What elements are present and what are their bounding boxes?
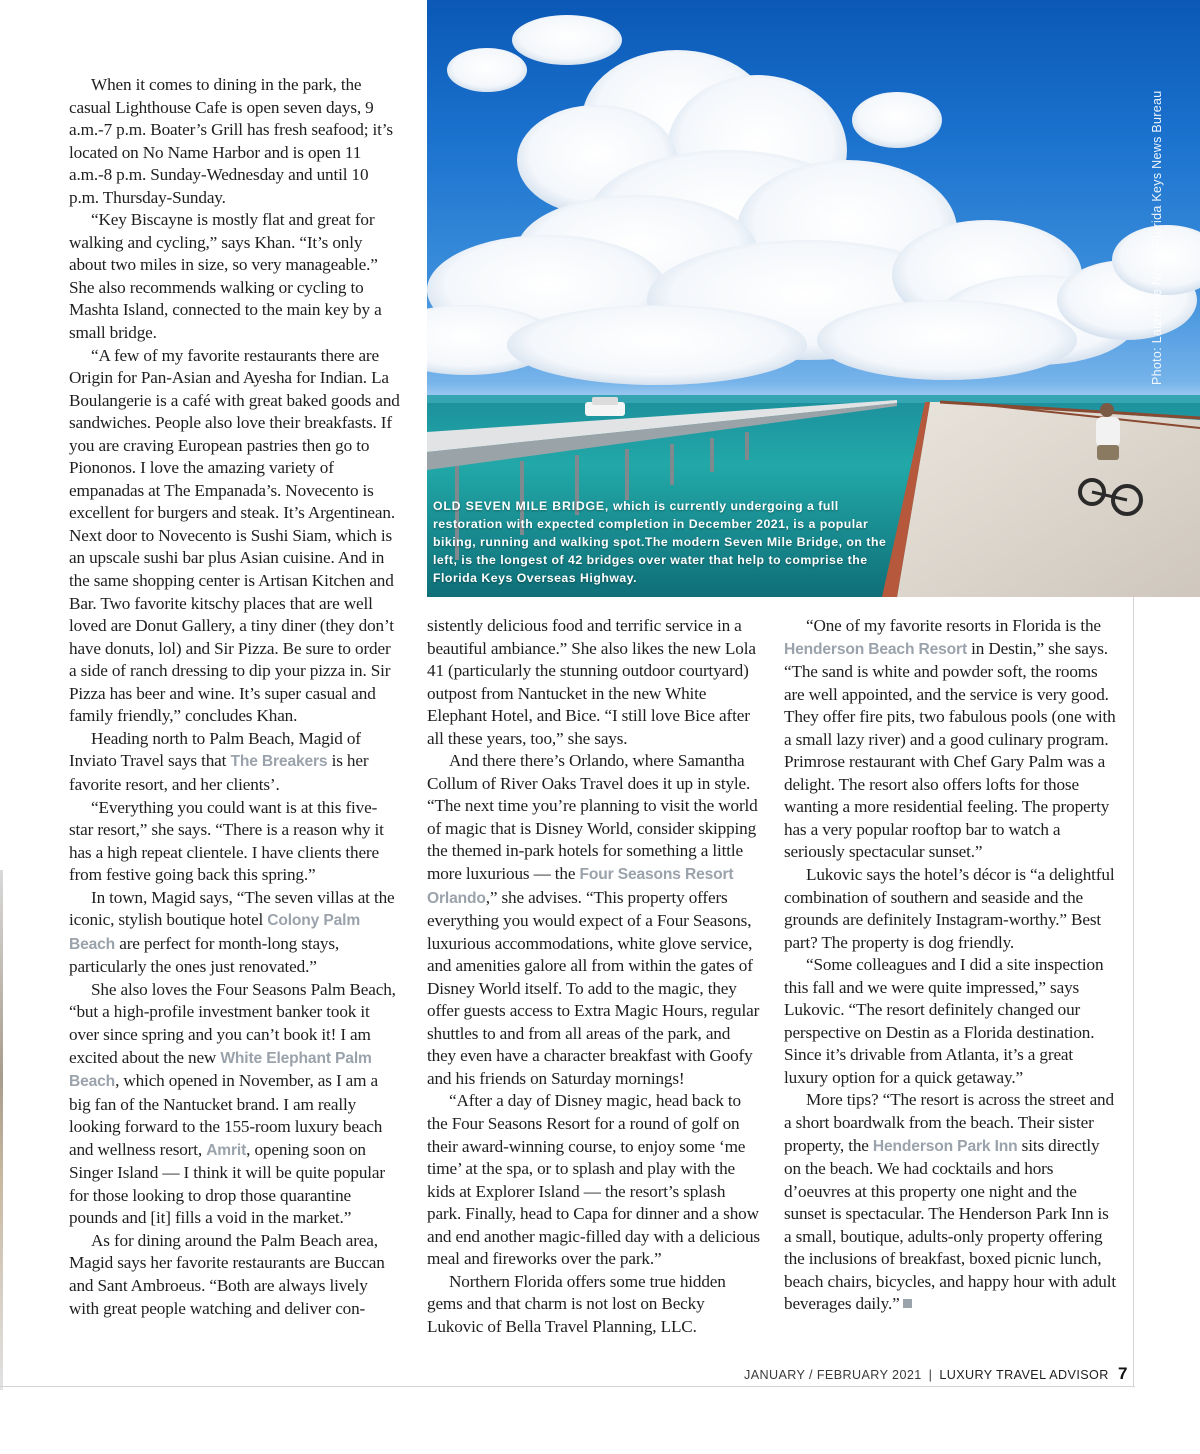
column-rule	[1133, 597, 1134, 1387]
paragraph: “Key Biscayne is mostly flat and great for walking and cycling,” says Khan. “It’s only about two miles in size, so very manageable.” She also recommends walking or cycling to Mashta Island, connected to the main key by a small bridge.	[69, 210, 382, 343]
paragraph: “A few of my favorite restaurants there are Origin for Pan-Asian and Ayesha for Indian. La Boulangerie is a café with great baked goods and sandwiches. People also love their breakfasts. If you are craving European pastries then go to Piononos. I love the amazing variety of empanadas at The Empanada’s. Novecento is excellent for burgers and steak. It’s Argentinean. Next door to Novecento is Sushi Siam, which is an upscale sushi bar plus Asian cuisine. And in the same shopping center is Artisan Kitchen and Bar. Two favorite kitschy places that are well loved are Donut Gallery, a tiny diner (they don’t have donuts, lol) and Sir Pizza. Be sure to order a side of ranch dressing to dip your pizza in. Sir Pizza has beer and wine. It’s super casual and family friendly,” concludes Khan.	[69, 345, 400, 726]
caption-lead: OLD SEVEN MILE BRIDGE,	[433, 499, 610, 513]
text-run: , opening soon on Singer Island — I think it will be quite popular for those looking to drop those quarantine pounds and [it] fills a void in the market.”	[69, 1139, 385, 1228]
paragraph	[69, 887, 401, 979]
end-mark-icon	[903, 1299, 912, 1308]
text-run: is her favorite resort, and her clients’.	[69, 751, 369, 794]
article-column-3	[784, 615, 1116, 1316]
text-run: “One of my favorite resorts in Florida is the	[806, 616, 1101, 635]
text-run: And there there’s Orlando, where Samantha Collum of River Oaks Travel does it up in style. “The next time you’re planning to visit the world of magic that is Disney World, consider skipping the themed in-park hotels for something a little more luxurious — the	[427, 751, 758, 884]
text-run: , which opened in November, as I am a big fan of the Nantucket brand. I am really looking forward to the 155-room luxury beach and wellness resort,	[69, 1071, 383, 1159]
paragraph: Northern Florida offers some true hidden gems and that charm is not lost on Becky Lukovic of Bella Travel Planning, LLC.	[427, 1271, 726, 1336]
paragraph: As for dining around the Palm Beach area, Magid says her favorite restaurants are Buccan and Sant Ambroeus. “Both are always lively with great people watching and deliver con-	[69, 1230, 385, 1318]
paragraph: “After a day of Disney magic, head back to the Four Seasons Resort for a round of golf on their award-winning course, to enjoy some ‘me time’ at the spa, or to splash and play with the kids at Explorer Island — the resort’s splash park. Finally, head to Capa for dinner and a show and end another magic-filled day with a delicious meal and fireworks over the park.”	[427, 1091, 760, 1269]
footer-folio	[744, 1368, 1109, 1382]
page-number: 7	[1118, 1364, 1128, 1383]
text-run: are perfect for month-long stays, particularly the ones just renovated.”	[69, 933, 340, 977]
hotel-name-henderson-beach-resort: Henderson Beach Resort	[784, 640, 968, 658]
paragraph: Lukovic says the hotel’s décor is “a delightful combination of southern and seaside and the grounds are definitely Instagram-worthy.” Best part? The property is dog friendly.	[784, 865, 1115, 952]
paragraph: “Everything you could want is at this five-star resort,” she says. “There is a reason why it has a high repeat clientele. I have clients there from festive going back this spring.”	[69, 797, 384, 885]
magazine-name: LUXURY TRAVEL ADVISOR	[939, 1368, 1109, 1382]
paragraph: “Some colleagues and I did a site inspection this fall and we were quite impressed,” says Lukovic. “The resort definitely changed our perspective on Destin as a Florida destination. Since it’s drivable from Atlanta, it’s a great luxury option for a quick getaway.”	[784, 955, 1104, 1087]
caption-body: which is currently undergoing a full restoration with expected completion in December 2021, is a popular biking, running and walking spot.The modern Seven Mile Bridge, on the left, is the longest of 42 bridges over water that help to comprise the Florida Keys Overseas Highway.	[433, 499, 887, 586]
article-column-1	[69, 74, 401, 1320]
photo-credit: Photo: Laurence Norah/Florida Keys News Bureau	[1150, 90, 1164, 385]
page-edge-decoration	[0, 870, 3, 1390]
hotel-name-four-seasons-orlando: Four Seasons Resort Orlando	[427, 866, 734, 907]
hotel-name-the-breakers: The Breakers	[230, 753, 328, 771]
text-run: in Destin,” she says. “The sand is white and powder soft, the rooms are well appointed, and the service is very good. They offer fire pits, two fabulous pools (one with a small lazy river) and a good culinary program. Primrose restaurant with Chef Gary Palm was a delight. The resort also offers lofts for those wanting a more residential feeling. The property has a very popular rooftop bar to watch a seriously spectacular sunset.”	[784, 638, 1116, 862]
paragraph: sistently delicious food and terrific service in a beautiful ambiance.” She also likes the new Lola 41 (particularly the stunning outdoor courtyard) outpost from Nantucket in the new White Elephant Hotel, and Bice. “I still love Bice after all these years, too,” she says.	[427, 616, 756, 748]
issue-date: JANUARY / FEBRUARY 2021	[744, 1368, 922, 1382]
paragraph	[427, 750, 760, 1090]
hotel-name-colony-palm-beach: Colony Palm Beach	[69, 912, 361, 953]
paragraph	[69, 728, 401, 797]
hotel-name-amrit: Amrit	[206, 1141, 247, 1159]
page-rule	[0, 1386, 1135, 1387]
hotel-name-henderson-park-inn: Henderson Park Inn	[872, 1137, 1018, 1155]
text-run: sits directly on the beach. We had cocktails and hors d’oeuvres at this property one night and the sunset is spectacular. The Henderson Park Inn is a small, boutique, adults-only property offering the inclusions of breakfast, boxed picnic lunch, beach chairs, bicycles, and happy hour with adult beverages daily.”	[784, 1135, 1116, 1314]
hotel-name-white-elephant: White Elephant Palm Beach	[69, 1049, 372, 1091]
text-run: More tips? “The resort is across the street and a short boardwalk from the beach. Their sister property, the	[784, 1090, 1114, 1155]
cloud-group	[427, 15, 1200, 385]
paragraph	[784, 615, 1116, 864]
paragraph	[784, 1089, 1116, 1315]
text-run: She also loves the Four Seasons Palm Beach, “but a high-profile investment banker took it over since spring and you can’t book it! I am excited about the new	[69, 979, 396, 1067]
text-run: ,” she advises. “This property offers everything you would expect of a Four Seasons, luxurious accommodations, white glove service, and amenities galore all from within the gates of Disney World itself. To add to the magic, they offer guests access to Extra Magic Hours, regular shuttles to and from all areas of the park, and they even have a character breakfast with Goofy and his friends on Saturday mornings!	[427, 887, 760, 1088]
paragraph: When it comes to dining in the park, the casual Lighthouse Cafe is open seven days, 9 a.m.-7 p.m. Boater’s Grill has fresh seafood; it’s located on No Name Harbor and is open 11 a.m.-8 p.m. Sunday-Wednesday and until 10 p.m. Thursday-Sunday.	[69, 75, 393, 207]
paragraph	[69, 979, 401, 1230]
photo-caption	[433, 497, 899, 587]
text-run: In town, Magid says, “The seven villas at the iconic, stylish boutique hotel	[69, 887, 395, 930]
folio-separator: |	[928, 1368, 933, 1382]
text-run: Heading north to Palm Beach, Magid of Inviato Travel says that	[69, 728, 361, 771]
article-column-2	[427, 615, 760, 1339]
